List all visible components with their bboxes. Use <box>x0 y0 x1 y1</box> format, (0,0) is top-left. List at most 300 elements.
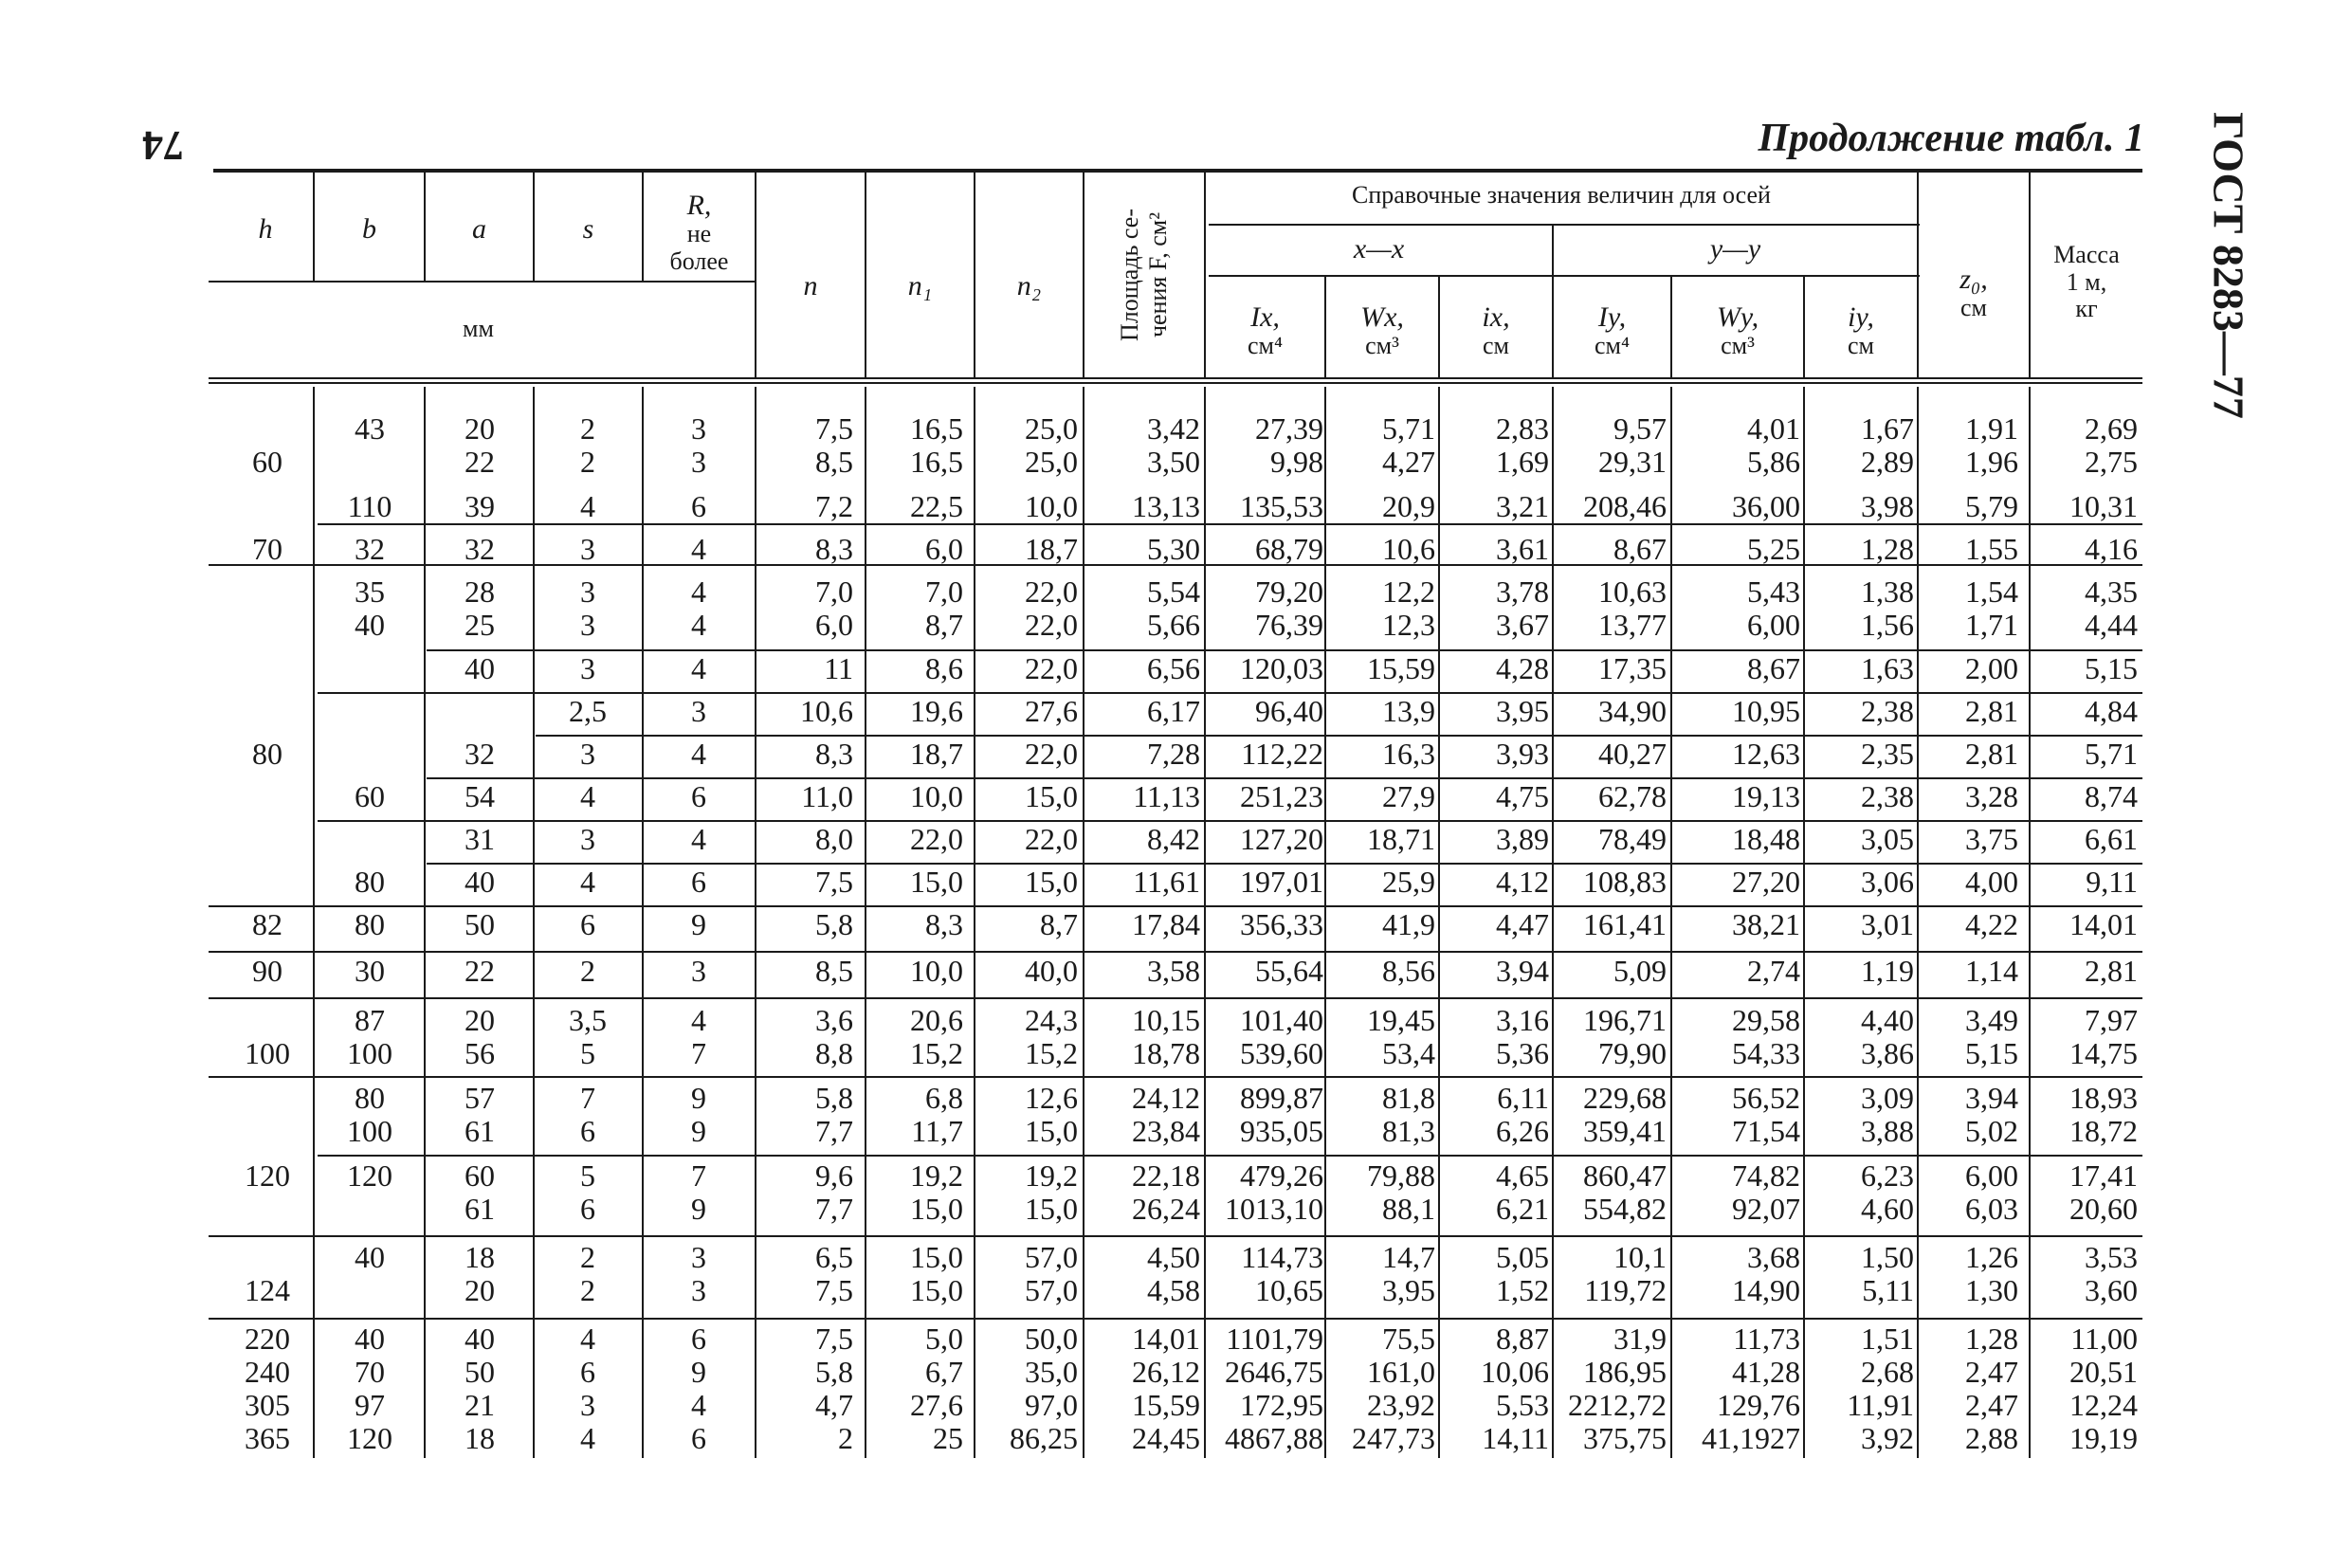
cell-r: 6 <box>691 1421 706 1455</box>
cell-h <box>220 608 315 643</box>
cell-n2: 15,2 <box>1025 1036 1078 1070</box>
cell-mass: 20,60 <box>2069 1192 2138 1226</box>
cell-n2: 57,0 <box>1025 1240 1078 1274</box>
cell-n2: 22,0 <box>1025 737 1078 771</box>
table-top-rule <box>213 169 2142 173</box>
cell-b: 80 <box>355 865 385 899</box>
cell-h: 80 <box>252 737 282 771</box>
cell-wx: 14,7 <box>1382 1240 1435 1274</box>
cell-mass: 4,44 <box>2085 608 2138 642</box>
cell-wx: 12,2 <box>1382 574 1435 609</box>
cell-wx: 75,5 <box>1382 1322 1435 1356</box>
cell-iy-radius: 5,11 <box>1862 1273 1914 1307</box>
cell-iy-radius: 1,50 <box>1861 1240 1914 1274</box>
axis-rule <box>1209 275 1920 277</box>
cell-s: 5 <box>580 1036 595 1070</box>
cell-wx: 19,45 <box>1367 1003 1435 1037</box>
cell-s: 6 <box>580 907 595 941</box>
cell-h <box>220 694 315 729</box>
cell-mass: 8,74 <box>2085 779 2138 813</box>
cell-iy-radius: 1,19 <box>1861 954 1914 988</box>
cell-iy-radius: 6,23 <box>1861 1158 1914 1193</box>
cell-h: 240 <box>245 1355 290 1389</box>
cell-ix-moment: 2646,75 <box>1225 1355 1323 1389</box>
cell-wy: 6,00 <box>1747 608 1800 642</box>
cell-n2: 22,0 <box>1025 822 1078 856</box>
cell-z0: 3,75 <box>1965 822 2018 856</box>
cell-ix-moment: 197,01 <box>1240 865 1323 899</box>
cell-n1: 15,2 <box>910 1036 963 1070</box>
cell-n: 8,3 <box>815 737 853 771</box>
cell-wx: 4,27 <box>1382 445 1435 479</box>
cell-wx: 15,59 <box>1367 651 1435 685</box>
cell-n2: 24,3 <box>1025 1003 1078 1037</box>
cell-r: 3 <box>691 694 706 728</box>
cell-iy-radius: 3,92 <box>1861 1421 1914 1455</box>
cell-n: 2 <box>838 1421 853 1455</box>
cell-mass: 11,00 <box>2070 1322 2138 1356</box>
cell-n: 5,8 <box>815 1081 853 1115</box>
cell-wy: 18,48 <box>1732 822 1800 856</box>
cell-iy-moment: 9,57 <box>1613 411 1667 446</box>
cell-n: 8,8 <box>815 1036 853 1070</box>
cell-wy: 11,73 <box>1733 1322 1800 1356</box>
cell-r: 6 <box>691 1322 706 1356</box>
cell-s: 3 <box>580 574 595 609</box>
cell-r: 9 <box>691 1355 706 1389</box>
cell-h: 100 <box>245 1036 290 1070</box>
cell-ix-radius: 3,78 <box>1496 574 1549 609</box>
cell-ix-radius: 5,53 <box>1496 1388 1549 1422</box>
cell-b: 87 <box>355 1003 385 1037</box>
cell-h <box>220 411 315 447</box>
cell-b: 120 <box>347 1158 392 1193</box>
cell-n: 7,5 <box>815 411 853 446</box>
cell-n1: 8,3 <box>925 907 963 941</box>
cell-a: 20 <box>465 1273 495 1307</box>
cell-s: 3 <box>580 737 595 771</box>
cell-area: 3,42 <box>1147 411 1200 446</box>
cell-s: 2 <box>580 411 595 446</box>
table-row <box>0 865 2351 900</box>
cell-s: 3 <box>580 608 595 642</box>
cell-iy-moment: 78,49 <box>1598 822 1667 856</box>
cell-a: 22 <box>465 954 495 988</box>
cell-n1: 7,0 <box>925 574 963 609</box>
cell-z0: 5,79 <box>1965 489 2018 523</box>
cell-b: 120 <box>347 1421 392 1455</box>
cell-h: 90 <box>252 954 282 988</box>
cell-s: 6 <box>580 1192 595 1226</box>
header-s: s <box>582 213 594 245</box>
cell-n: 7,5 <box>815 1273 853 1307</box>
cell-iy-radius: 11,91 <box>1847 1388 1914 1422</box>
cell-h: 60 <box>252 445 282 479</box>
cell-z0: 5,02 <box>1965 1114 2018 1148</box>
cell-a: 40 <box>465 865 495 899</box>
cell-n2: 25,0 <box>1025 445 1078 479</box>
cell-iy-radius: 3,05 <box>1861 822 1914 856</box>
cell-s: 6 <box>580 1355 595 1389</box>
cell-n1: 20,6 <box>910 1003 963 1037</box>
header-wy: Wу, см³ <box>1716 301 1759 359</box>
cell-z0: 2,47 <box>1965 1355 2018 1389</box>
cell-s: 2 <box>580 445 595 479</box>
cell-a: 31 <box>465 822 495 856</box>
cell-n1: 25 <box>933 1421 963 1455</box>
cell-iy-radius: 3,98 <box>1861 489 1914 523</box>
cell-n2: 15,0 <box>1025 1114 1078 1148</box>
cell-s: 2,5 <box>569 694 607 728</box>
cell-z0: 4,22 <box>1965 907 2018 941</box>
cell-mass: 5,71 <box>2085 737 2138 771</box>
cell-mass: 4,84 <box>2085 694 2138 728</box>
table-row <box>0 489 2351 524</box>
cell-n2: 25,0 <box>1025 411 1078 446</box>
cell-z0: 1,71 <box>1965 608 2018 642</box>
cell-ix-radius: 5,05 <box>1496 1240 1549 1274</box>
cell-iy-moment: 208,46 <box>1583 489 1667 523</box>
cell-n2: 15,0 <box>1025 865 1078 899</box>
cell-z0: 5,15 <box>1965 1036 2018 1070</box>
cell-area: 13,13 <box>1132 489 1200 523</box>
cell-b <box>318 694 422 729</box>
cell-ix-radius: 3,94 <box>1496 954 1549 988</box>
cell-ix-radius: 4,12 <box>1496 865 1549 899</box>
cell-n2: 22,0 <box>1025 608 1078 642</box>
cell-b: 32 <box>355 532 385 566</box>
table-row <box>0 1240 2351 1275</box>
cell-iy-moment: 359,41 <box>1583 1114 1667 1148</box>
cell-b <box>318 822 422 857</box>
cell-n2: 18,7 <box>1025 532 1078 566</box>
cell-b: 100 <box>347 1114 392 1148</box>
cell-n1: 6,8 <box>925 1081 963 1115</box>
cell-h: 365 <box>245 1421 290 1455</box>
cell-z0: 1,91 <box>1965 411 2018 446</box>
cell-s: 5 <box>580 1158 595 1193</box>
cell-n1: 8,6 <box>925 651 963 685</box>
cell-mass: 2,69 <box>2085 411 2138 446</box>
cell-n2: 22,0 <box>1025 651 1078 685</box>
cell-wy: 14,90 <box>1732 1273 1800 1307</box>
cell-mass: 4,16 <box>2085 532 2138 566</box>
group-rule <box>318 1155 2142 1157</box>
cell-r: 7 <box>691 1158 706 1193</box>
cell-iy-moment: 62,78 <box>1598 779 1667 813</box>
cell-h <box>220 1240 315 1275</box>
cell-a: 39 <box>465 489 495 523</box>
cell-ix-radius: 10,06 <box>1481 1355 1549 1389</box>
cell-b: 43 <box>355 411 385 446</box>
cell-n: 8,3 <box>815 532 853 566</box>
table-row <box>0 1192 2351 1227</box>
cell-h: 82 <box>252 907 282 941</box>
cell-n: 8,0 <box>815 822 853 856</box>
cell-r: 4 <box>691 532 706 566</box>
cell-r: 3 <box>691 445 706 479</box>
cell-ix-moment: 9,98 <box>1270 445 1323 479</box>
cell-iy-moment: 860,47 <box>1583 1158 1667 1193</box>
table-row <box>0 954 2351 989</box>
cell-n2: 10,0 <box>1025 489 1078 523</box>
cell-mass: 14,75 <box>2069 1036 2138 1070</box>
table-row <box>0 1388 2351 1423</box>
cell-n1: 18,7 <box>910 737 963 771</box>
cell-area: 11,61 <box>1133 865 1200 899</box>
cell-h: 220 <box>245 1322 290 1356</box>
cell-z0: 3,28 <box>1965 779 2018 813</box>
page-number: 74 <box>142 122 184 169</box>
cell-n1: 15,0 <box>910 1240 963 1274</box>
cell-ix-radius: 2,83 <box>1496 411 1549 446</box>
cell-ix-radius: 8,87 <box>1496 1322 1549 1356</box>
table-row <box>0 1355 2351 1390</box>
cell-wx: 88,1 <box>1382 1192 1435 1226</box>
cell-n2: 35,0 <box>1025 1355 1078 1389</box>
cell-r: 4 <box>691 737 706 771</box>
cell-r: 3 <box>691 1240 706 1274</box>
header-r: R, не более <box>669 190 729 275</box>
cell-b: 100 <box>347 1036 392 1070</box>
cell-iy-moment: 2212,72 <box>1568 1388 1667 1422</box>
cell-r: 6 <box>691 489 706 523</box>
table-row <box>0 1322 2351 1357</box>
group-rule <box>209 1318 2142 1320</box>
cell-a: 60 <box>465 1158 495 1193</box>
header-n: n <box>803 270 818 301</box>
cell-iy-radius: 1,51 <box>1861 1322 1914 1356</box>
cell-mass: 17,41 <box>2069 1158 2138 1193</box>
cell-wx: 81,8 <box>1382 1081 1435 1115</box>
header-ix-radius: iх, см <box>1482 301 1510 359</box>
cell-iy-moment: 119,72 <box>1584 1273 1667 1307</box>
cell-wy: 5,86 <box>1747 445 1800 479</box>
cell-area: 23,84 <box>1132 1114 1200 1148</box>
cell-ix-moment: 1101,79 <box>1226 1322 1323 1356</box>
cell-h <box>220 1192 315 1227</box>
cell-b <box>318 737 422 772</box>
cell-ix-moment: 899,87 <box>1240 1081 1323 1115</box>
cell-n1: 6,7 <box>925 1355 963 1389</box>
cell-iy-radius: 1,67 <box>1861 411 1914 446</box>
header-wx: Wх, см³ <box>1360 301 1404 359</box>
cell-z0: 1,28 <box>1965 1322 2018 1356</box>
cell-a: 40 <box>465 651 495 685</box>
cell-n1: 15,0 <box>910 1273 963 1307</box>
cell-ix-moment: 539,60 <box>1240 1036 1323 1070</box>
cell-ix-radius: 4,28 <box>1496 651 1549 685</box>
cell-r: 3 <box>691 1273 706 1307</box>
header-iy-moment: Iу, см⁴ <box>1594 301 1631 359</box>
cell-ix-moment: 55,64 <box>1255 954 1323 988</box>
cell-b: 40 <box>355 1240 385 1274</box>
cell-r: 4 <box>691 608 706 642</box>
cell-n: 3,6 <box>815 1003 853 1037</box>
cell-z0: 2,00 <box>1965 651 2018 685</box>
cell-area: 22,18 <box>1132 1158 1200 1193</box>
cell-ix-radius: 3,89 <box>1496 822 1549 856</box>
cell-r: 9 <box>691 907 706 941</box>
cell-wx: 81,3 <box>1382 1114 1435 1148</box>
cell-iy-moment: 10,1 <box>1613 1240 1667 1274</box>
cell-z0: 1,55 <box>1965 532 2018 566</box>
cell-n: 8,5 <box>815 954 853 988</box>
cell-s: 4 <box>580 489 595 523</box>
cell-wy: 54,33 <box>1732 1036 1800 1070</box>
cell-n2: 12,6 <box>1025 1081 1078 1115</box>
cell-wy: 36,00 <box>1732 489 1800 523</box>
cell-area: 18,78 <box>1132 1036 1200 1070</box>
cell-iy-moment: 13,77 <box>1598 608 1667 642</box>
cell-ix-radius: 3,16 <box>1496 1003 1549 1037</box>
table-row <box>0 779 2351 814</box>
cell-mass: 7,97 <box>2085 1003 2138 1037</box>
cell-ix-radius: 3,93 <box>1496 737 1549 771</box>
cell-ix-radius: 3,61 <box>1496 532 1549 566</box>
cell-n: 7,2 <box>815 489 853 523</box>
cell-b: 70 <box>355 1355 385 1389</box>
cell-n: 7,5 <box>815 865 853 899</box>
cell-wx: 25,9 <box>1382 865 1435 899</box>
cell-iy-moment: 108,83 <box>1583 865 1667 899</box>
cell-b: 35 <box>355 574 385 609</box>
cell-wx: 12,3 <box>1382 608 1435 642</box>
table-row <box>0 651 2351 686</box>
cell-wx: 13,9 <box>1382 694 1435 728</box>
cell-b: 80 <box>355 1081 385 1115</box>
cell-mass: 2,81 <box>2085 954 2138 988</box>
cell-area: 4,50 <box>1147 1240 1200 1274</box>
table-row <box>0 1421 2351 1456</box>
cell-mass: 5,15 <box>2085 651 2138 685</box>
header-z0: z₀, см <box>1959 264 1988 321</box>
cell-wx: 27,9 <box>1382 779 1435 813</box>
cell-wx: 8,56 <box>1382 954 1435 988</box>
cell-n2: 50,0 <box>1025 1322 1078 1356</box>
cell-ix-radius: 6,11 <box>1497 1081 1549 1115</box>
cell-n1: 11,7 <box>911 1114 963 1148</box>
cell-n1: 16,5 <box>910 411 963 446</box>
cell-a: 20 <box>465 411 495 446</box>
cell-a: 18 <box>465 1240 495 1274</box>
cell-iy-moment: 229,68 <box>1583 1081 1667 1115</box>
table-row <box>0 608 2351 643</box>
header-n2: n₂ <box>1016 270 1042 301</box>
cell-h <box>220 1003 315 1038</box>
cell-r: 4 <box>691 822 706 856</box>
cell-a: 56 <box>465 1036 495 1070</box>
table-row <box>0 822 2351 857</box>
header-a: a <box>472 213 486 245</box>
cell-r: 6 <box>691 865 706 899</box>
cell-ix-radius: 4,75 <box>1496 779 1549 813</box>
cell-a: 20 <box>465 1003 495 1037</box>
cell-ix-radius: 14,11 <box>1482 1421 1549 1455</box>
cell-n: 9,6 <box>815 1158 853 1193</box>
cell-iy-moment: 31,9 <box>1613 1322 1667 1356</box>
cell-b <box>318 1192 422 1227</box>
cell-z0: 1,26 <box>1965 1240 2018 1274</box>
cell-wy: 38,21 <box>1732 907 1800 941</box>
cell-ix-radius: 4,65 <box>1496 1158 1549 1193</box>
cell-wy: 4,01 <box>1747 411 1800 446</box>
cell-wy: 5,25 <box>1747 532 1800 566</box>
cell-n1: 10,0 <box>910 954 963 988</box>
cell-iy-moment: 554,82 <box>1583 1192 1667 1226</box>
cell-iy-radius: 3,88 <box>1861 1114 1914 1148</box>
cell-n2: 97,0 <box>1025 1388 1078 1422</box>
cell-wy: 10,95 <box>1732 694 1800 728</box>
cell-a: 32 <box>465 532 495 566</box>
header-axis-y: y—y <box>1709 233 1761 264</box>
cell-ix-moment: 135,53 <box>1240 489 1323 523</box>
cell-iy-radius: 3,06 <box>1861 865 1914 899</box>
cell-z0: 1,14 <box>1965 954 2018 988</box>
cell-s: 3 <box>580 651 595 685</box>
cell-r: 3 <box>691 411 706 446</box>
cell-n2: 15,0 <box>1025 779 1078 813</box>
cell-iy-radius: 2,89 <box>1861 445 1914 479</box>
cell-iy-radius: 2,68 <box>1861 1355 1914 1389</box>
cell-iy-radius: 2,38 <box>1861 779 1914 813</box>
cell-ix-moment: 68,79 <box>1255 532 1323 566</box>
cell-wy: 8,67 <box>1747 651 1800 685</box>
cell-area: 17,84 <box>1132 907 1200 941</box>
cell-n1: 19,2 <box>910 1158 963 1193</box>
cell-z0: 6,00 <box>1965 1158 2018 1193</box>
cell-a: 21 <box>465 1388 495 1422</box>
cell-area: 14,01 <box>1132 1322 1200 1356</box>
cell-r: 6 <box>691 779 706 813</box>
cell-wy: 2,74 <box>1747 954 1800 988</box>
cell-n: 6,0 <box>815 608 853 642</box>
header-b: b <box>362 213 376 245</box>
cell-area: 6,17 <box>1147 694 1200 728</box>
table-row <box>0 1114 2351 1149</box>
cell-s: 4 <box>580 1322 595 1356</box>
cell-h <box>220 489 315 524</box>
cell-s: 2 <box>580 1273 595 1307</box>
cell-iy-radius: 2,35 <box>1861 737 1914 771</box>
cell-n1: 8,7 <box>925 608 963 642</box>
cell-n2: 27,6 <box>1025 694 1078 728</box>
cell-ix-radius: 1,69 <box>1496 445 1549 479</box>
cell-n1: 22,5 <box>910 489 963 523</box>
group-rule <box>209 1076 2142 1078</box>
cell-ix-moment: 251,23 <box>1240 779 1323 813</box>
cell-ix-radius: 3,67 <box>1496 608 1549 642</box>
header-mm: мм <box>463 315 494 342</box>
cell-s: 2 <box>580 1240 595 1274</box>
cell-iy-moment: 40,27 <box>1598 737 1667 771</box>
cell-area: 26,12 <box>1132 1355 1200 1389</box>
cell-s: 4 <box>580 865 595 899</box>
cell-s: 4 <box>580 1421 595 1455</box>
cell-ix-moment: 76,39 <box>1255 608 1323 642</box>
cell-b: 110 <box>347 489 392 523</box>
continuation-caption: Продолжение табл. 1 <box>1758 117 2144 160</box>
cell-mass: 18,72 <box>2069 1114 2138 1148</box>
cell-h <box>220 865 315 900</box>
cell-n: 11 <box>824 651 853 685</box>
cell-wx: 79,88 <box>1367 1158 1435 1193</box>
cell-z0: 1,54 <box>1965 574 2018 609</box>
cell-wy: 5,43 <box>1747 574 1800 609</box>
cell-b: 40 <box>355 1322 385 1356</box>
cell-mass: 14,01 <box>2069 907 2138 941</box>
cell-r: 3 <box>691 954 706 988</box>
